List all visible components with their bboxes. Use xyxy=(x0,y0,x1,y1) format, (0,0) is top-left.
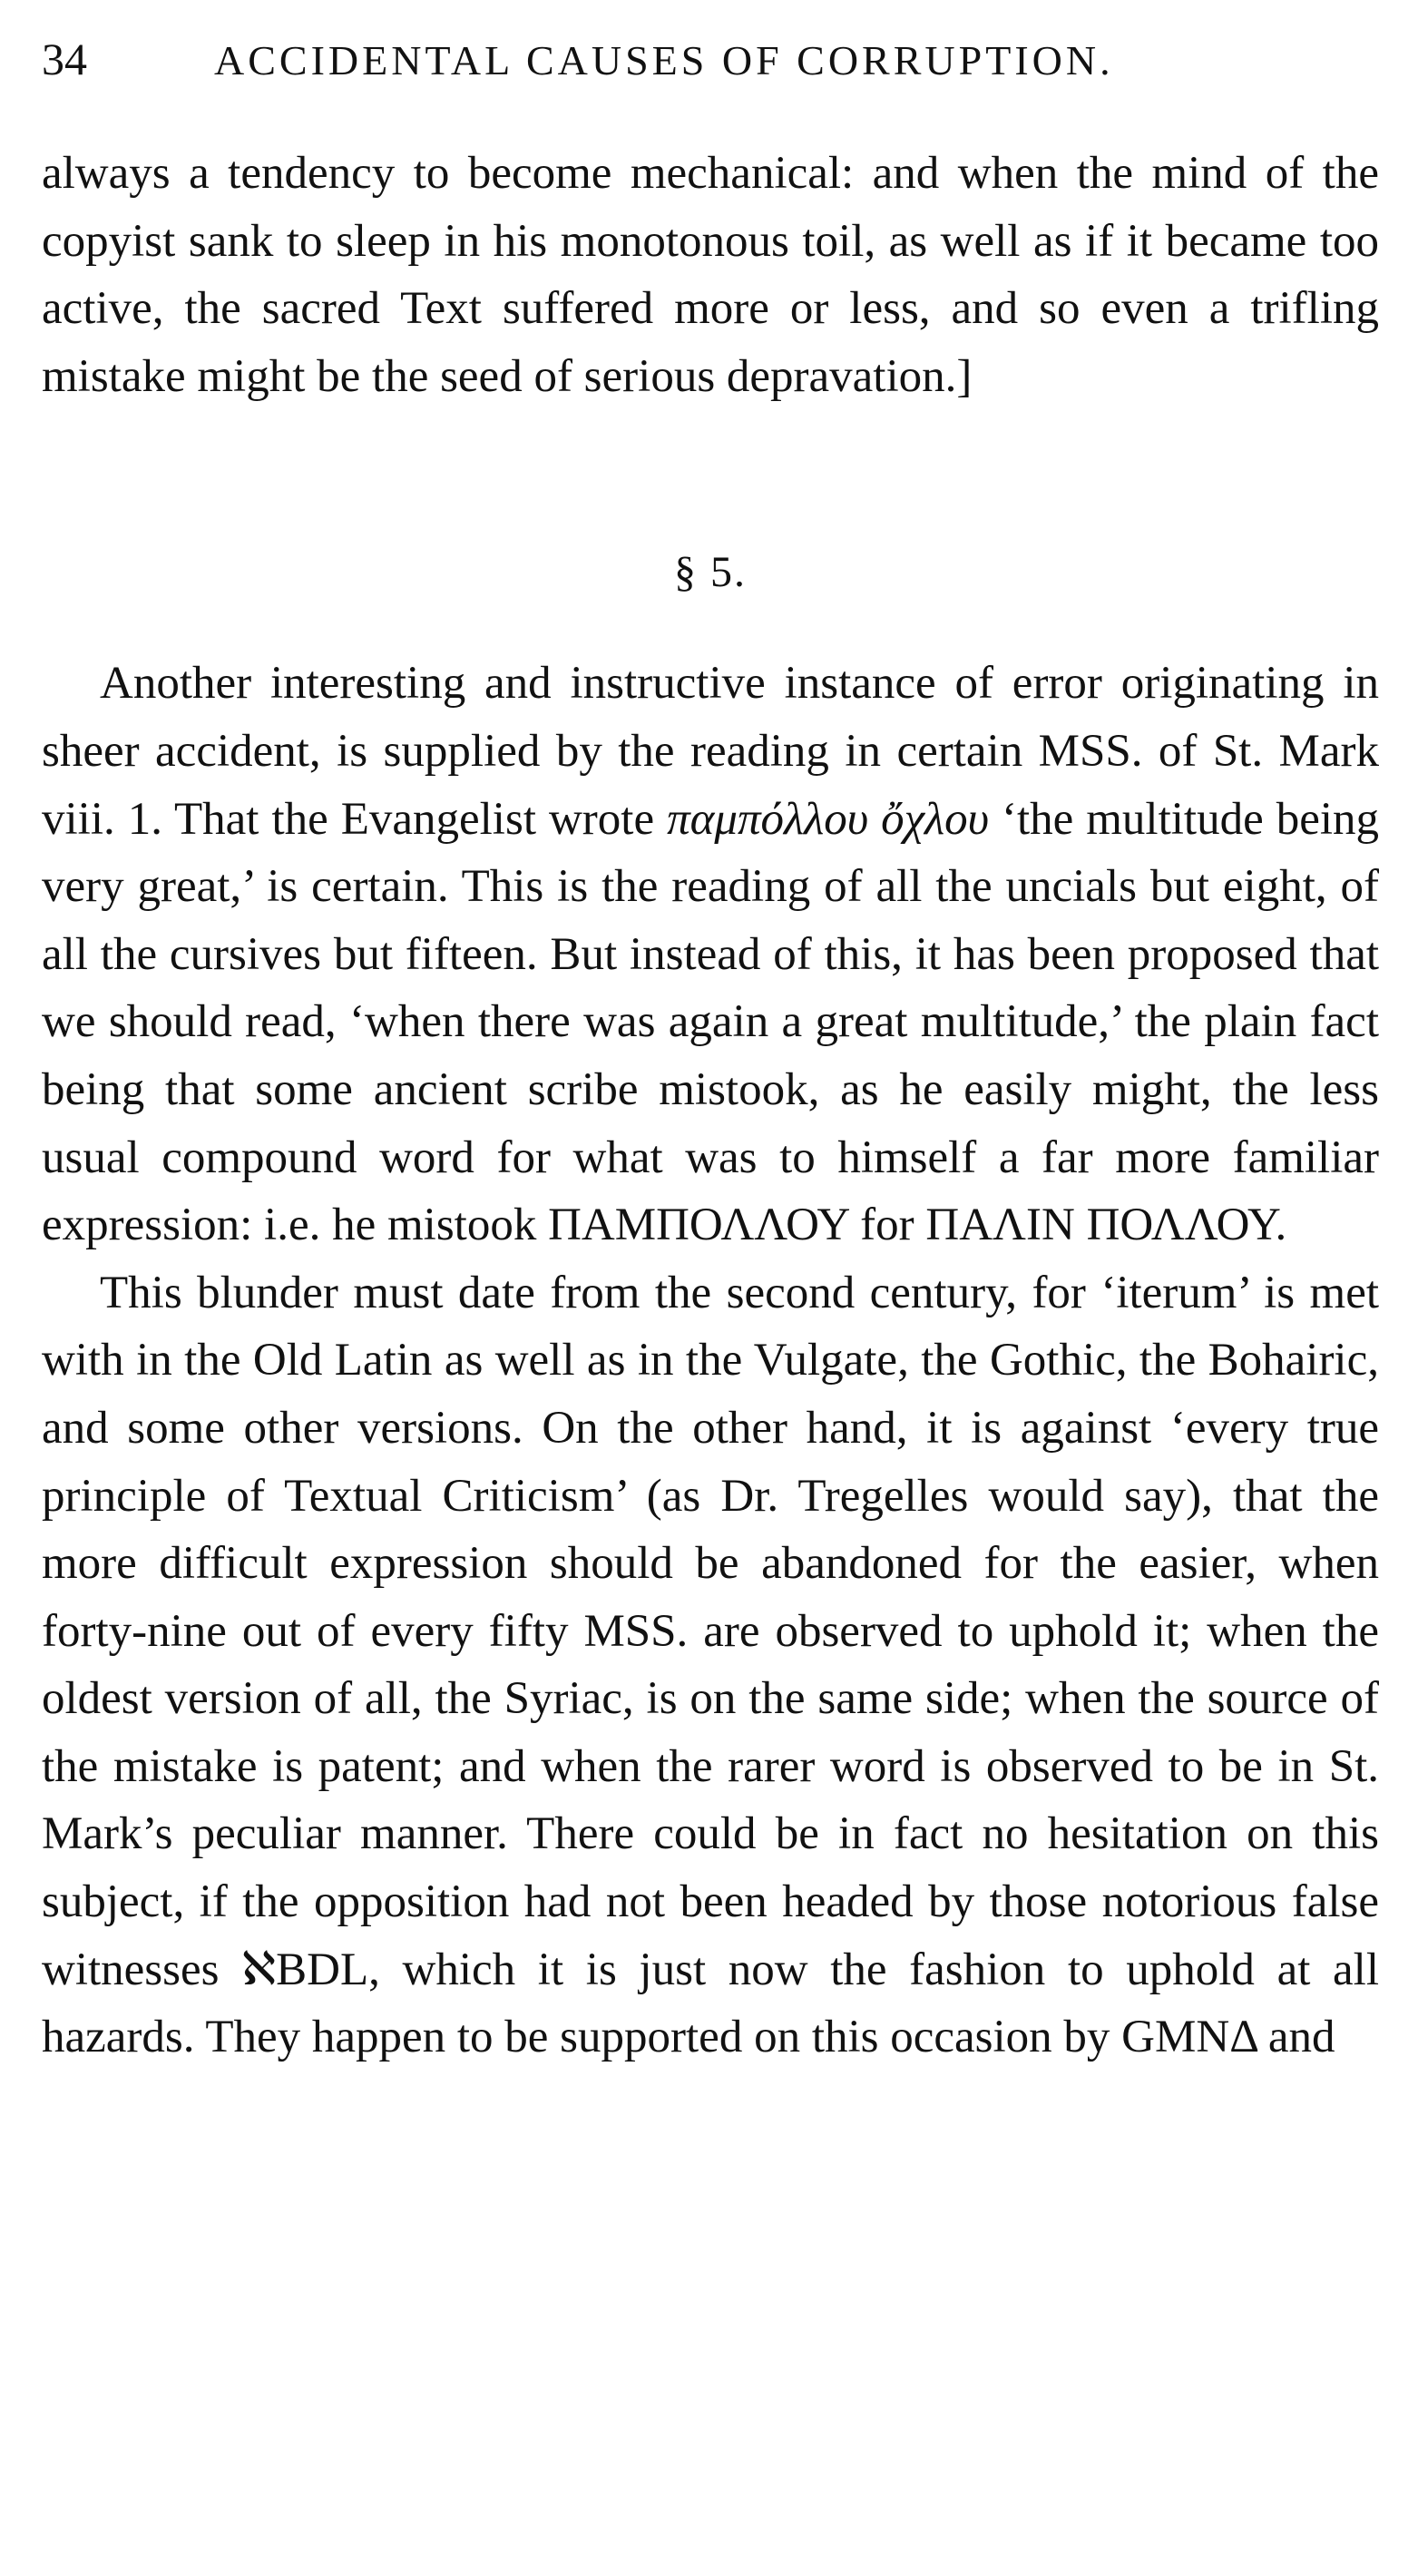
greek-phrase: παμπόλλου ὄχλου xyxy=(667,793,990,845)
paragraph-text-before-greek: Another interesting and instructive instance of error originating in sheer accident, is supplied by the reading in certain MSS. of St. Mark viii. 1. That the Evangelist wrote xyxy=(42,658,1379,845)
paragraph-st-mark-instance xyxy=(42,650,1379,1259)
running-head xyxy=(42,33,1379,100)
page-number: 34 xyxy=(42,34,87,84)
continued-paragraph: always a tendency to become mechanical: and when the mind of the copyist sank to sleep in his monotonous toil, as well as if it became too active, the sacred Text suffered more or less, and so even a trifling mistake might be the seed of serious depravation.] xyxy=(42,148,1379,402)
section-heading: § 5. xyxy=(674,548,747,597)
running-title: ACCIDENTAL CAUSES OF CORRUPTION. xyxy=(214,37,1114,83)
paragraph-text-after-greek: ‘the multitude being very great,’ is certain. This is the reading of all the uncials but eight, of all the cursives but fifteen. But instead of this, it has been proposed that we should read, ‘when there was again a great multitude,’ the plain fact being that some ancient scribe mistook, as he easily might, the less usual compound word for what was to himself a far more familiar expression: i.e. he mistook ΠΑΜΠΟΛΛΟΥ for ΠΑΛΙΝ ΠΟΛΛΟΥ. xyxy=(42,793,1380,1251)
book-page xyxy=(42,33,1379,2072)
paragraph-blunder-date: This blunder must date from the second century, for ‘iterum’ is met with in the Old Latin as well as in the Vulgate, the Gothic, the Bohairic, and some other versions. On the other hand, it is against ‘every true principle of Textual Criticism’ (as Dr. Tregelles would say), that the more difficult expression should be abandoned for the easier, when forty-nine out of every fifty MSS. are observed to uphold it; when the oldest version of all, the Syriac, is on the same side; when the source of the mistake is patent; and when the rarer word is observed to be in St. Mark’s peculiar manner. There could be in fact no hesitation on this subject, if the opposition had not been headed by those notorious false witnesses ℵBDL, which it is just now the fashion to uphold at all hazards. They happen to be supported on this occasion by GMNΔ and xyxy=(42,1267,1379,2063)
